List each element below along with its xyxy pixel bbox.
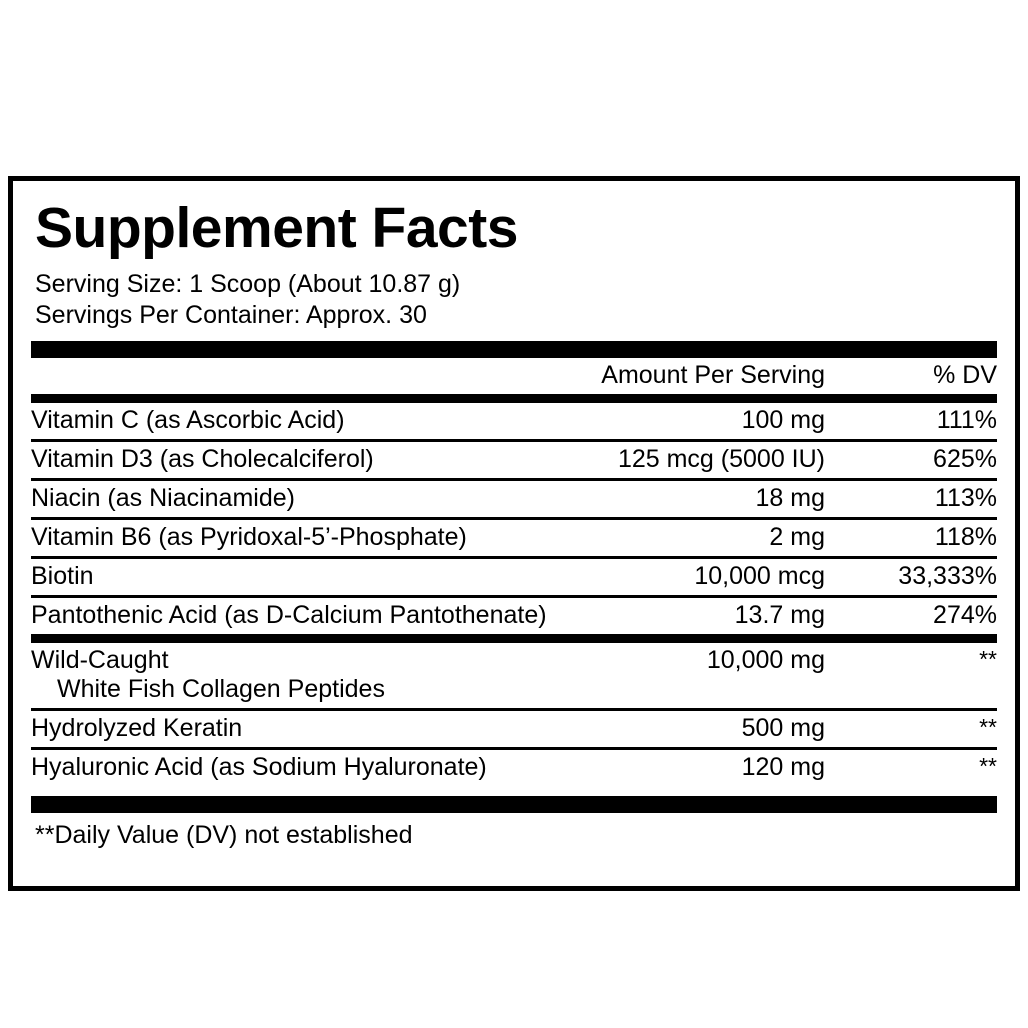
- column-header-dv: % DV: [933, 361, 997, 390]
- servings-per-container-line: Servings Per Container: Approx. 30: [35, 301, 427, 330]
- nutrient-dv: 118%: [825, 519, 997, 558]
- page-title: Supplement Facts: [35, 196, 518, 260]
- nutrient-dv: **: [979, 753, 997, 780]
- nutrient-dv: 33,333%: [825, 558, 997, 597]
- nutrient-name: Vitamin D3 (as Cholecalciferol): [31, 441, 495, 480]
- nutrient-amount: 125 mcg (5000 IU): [495, 441, 825, 480]
- nutrient-dv: 625%: [825, 441, 997, 480]
- nutrient-dv: **: [825, 643, 997, 710]
- nutrient-dv: 113%: [825, 480, 997, 519]
- nutrient-name-line2: White Fish Collagen Peptides: [57, 675, 385, 704]
- nutrient-name: Vitamin B6 (as Pyridoxal-5’-Phosphate): [31, 519, 495, 558]
- column-header-nutrient: [31, 358, 495, 394]
- divider-medium-middle: [31, 634, 997, 643]
- nutrient-amount: 10,000 mcg: [495, 558, 825, 597]
- facts-secondary-table: [31, 643, 997, 786]
- nutrient-dv: **: [825, 710, 997, 749]
- divider-medium-header: [31, 394, 997, 403]
- table-row: [31, 643, 997, 710]
- nutrient-name: Hyaluronic Acid (as Sodium Hyaluronate): [31, 753, 487, 782]
- table-row: [31, 519, 997, 558]
- nutrient-amount: 10,000 mg: [495, 643, 825, 710]
- table-row: [31, 710, 997, 749]
- nutrient-amount: 2 mg: [495, 519, 825, 558]
- nutrient-amount: 500 mg: [495, 710, 825, 749]
- column-header-amount: Amount Per Serving: [601, 361, 825, 390]
- nutrient-dv: 274%: [933, 601, 997, 630]
- nutrient-name: Vitamin C (as Ascorbic Acid): [31, 403, 495, 441]
- nutrient-amount: 18 mg: [495, 480, 825, 519]
- facts-primary-table: [31, 403, 997, 634]
- divider-thick-bottom: [31, 796, 997, 813]
- supplement-facts-panel: [8, 176, 1020, 891]
- table-row: [31, 749, 997, 787]
- divider-thick-top: [31, 341, 997, 358]
- panel-inner: [13, 181, 1015, 886]
- nutrient-name: [31, 643, 495, 710]
- nutrient-name-line1: Wild-Caught: [31, 646, 169, 675]
- nutrient-amount: 100 mg: [495, 403, 825, 441]
- serving-size-line: Serving Size: 1 Scoop (About 10.87 g): [35, 269, 461, 298]
- table-row: [31, 441, 997, 480]
- daily-value-footnote: **Daily Value (DV) not established: [35, 821, 413, 850]
- nutrient-name: Niacin (as Niacinamide): [31, 480, 495, 519]
- nutrient-name: Biotin: [31, 558, 495, 597]
- table-row: [31, 480, 997, 519]
- table-row: [31, 403, 997, 441]
- nutrient-amount: 120 mg: [741, 753, 825, 782]
- nutrient-name: Hydrolyzed Keratin: [31, 710, 495, 749]
- nutrient-name: Pantothenic Acid (as D-Calcium Pantothenate): [31, 601, 547, 630]
- table-row: [31, 558, 997, 597]
- facts-header-table: [31, 358, 997, 394]
- nutrient-amount: 13.7 mg: [734, 601, 825, 630]
- table-header-row: [31, 358, 997, 394]
- nutrient-dv: 111%: [825, 403, 997, 441]
- table-row: [31, 597, 997, 635]
